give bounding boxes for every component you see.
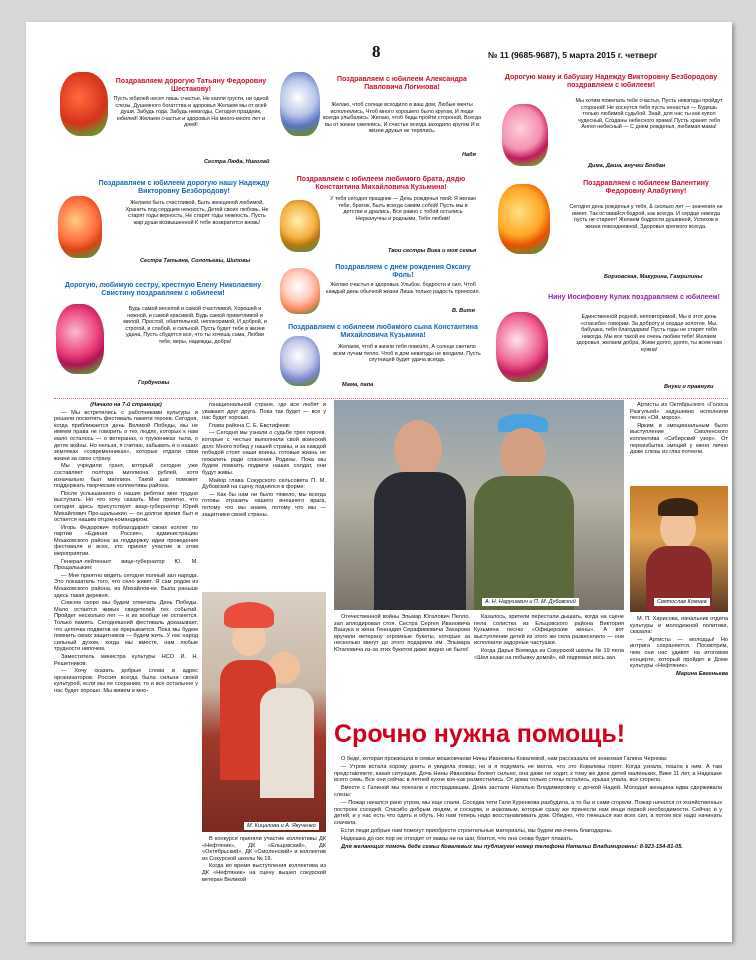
article-paragraph: Генерал-лейтенант вице-губернатор Ю. М. Прощальыкин: bbox=[54, 558, 198, 572]
greeting-title: Дорогую маму и бабушку Надежду Викторовну Безбородову поздравляем с юбилеем! bbox=[504, 74, 718, 89]
article-paragraph: — Как бы нам ни было тяжело, мы всегда готовы отразить нашего внешнего врага, потому что мы знаем, потому что мы — защитники своей страны. bbox=[202, 491, 326, 518]
article-paragraph: Когда во время выступления коллектива из ДК «Нефтяник» на сцену вышел сокурский ветеран Великой bbox=[202, 863, 326, 883]
greeting-signature: Мама, папа bbox=[342, 382, 374, 388]
urgent-phone-appeal: Для желающих помочь беде семьи Ковалевых мы публикуем номер телефона Натальи Владимировны: 8-923-154-81-05. bbox=[341, 843, 683, 850]
article-paragraph: — Мы встретились с работниками культуры и решили посвятить фестиваль памяти героев. Сегодня, когда приближается день Великой Победы, мы не имеем права не говорить о тех людях, которых к нам мало осталось — о ветеранах, о тружениках тыла, о детях войны. Но нельзя, я считаю, забывать и о наших земляках «современниках», которые отдали свои жизни за свою страну. bbox=[54, 409, 198, 462]
greeting-poem: Желаем быть счастливой, Быть женщиной любимой, Хранить под сердцем нежность, Детей своих любовь. Не старят годы верность, Не старят годы нежность. Пусть жар души возвышенной К тебе возвратится вновь! bbox=[125, 200, 269, 226]
article-paragraph: — Артисты — молодцы! Но интрига сохраняется. Посмотрим, чем они нас удивят на итоговом концерте, который пройдет в Доме культуры «Нефтяник». bbox=[630, 636, 728, 670]
flower-bouquet-image bbox=[280, 72, 320, 136]
urgent-article bbox=[334, 756, 722, 851]
photo-caption: М. Кицалова и А. Якученко bbox=[244, 822, 319, 830]
article-paragraph: гонациональной стране, где все любят и уважают друг друга. Пока так будет — все у нас будет хорошо. bbox=[202, 402, 326, 422]
urgent-paragraph: О беде, которая произошла в семье мошковчанки Нины Ивановны Ковалевой, нам рассказала её знакомая Галина Чернова: bbox=[341, 756, 668, 762]
children-photo bbox=[202, 592, 326, 832]
greeting-poem: Желаю счастья и здоровья, Улыбок, бодрости и сил, Чтоб каждый день обычной жизни Лишь только радость приносил. bbox=[325, 282, 481, 295]
photo-caption: А. Н. Нарушевич и П. М. Дубовский bbox=[482, 598, 579, 606]
greeting-poem: Пусть юбилей несет лишь счастье, Не капли грусти, ни одной слезы, Душевного богатства и здоровья Желаем мы от всей души. Забудь года. Забудь невзгоды, Сегодня праздник, юбилей! Желаем счастья и здоровья На много-много лет и дней! bbox=[113, 96, 269, 128]
article-paragraph: М. П. Харисова, начальник отдела культуры и молодежной политики, сказала: bbox=[630, 616, 728, 636]
issue-line: № 11 (9685-9687), 5 марта 2015 г. четверг bbox=[488, 50, 658, 60]
urgent-paragraph: — Утром встала корову доить и увидела пожар, но и я подумать не могла, что это Ковалевы горят. Когда узнала, пошла к ним. А там представляете, какая ситуация. Дочь Нины Ивановны болеет сильно, она даже не ходит, к тому же двое детей маленьких, Вике 11 лет, а Надюшке всего семь. Все они сейчас в летней кухне кое-как разместились. От дома только стены остались, крыша упала, все сгорело. bbox=[334, 763, 722, 784]
greeting-signature: Горбуновы bbox=[138, 380, 170, 386]
article-paragraph: — Мне приятно видеть сегодня полный зал народа. Это показатель того, что село живет. Я сам родом из Мошковского района, из Михайлов-ки. Была раньше здесь такая деревня. bbox=[54, 572, 198, 599]
greeting-card bbox=[54, 68, 274, 172]
greeting-card bbox=[276, 322, 486, 392]
article-author: Марина Евгеньева bbox=[675, 670, 728, 677]
greeting-poem: Сегодня день рожденья у тебя, & сколько лет — значения не имеет. Так оставайся бодрой, как всегда. И сердце никогда пусть не стареет! Желаем бодрости душевной, Успехов в жизни повседневной, Здоровья крепкого всегда. bbox=[569, 204, 723, 230]
article-paragraph: Казалось, зрители перестали дышать, когда на сцене пела солистка из Ельцовского района Виктория Кузьмина песню «Офицерские жены». А вот выступление детей из этого же села развеселило — они исполнили задорные частушки. bbox=[474, 614, 624, 647]
flower-bouquet-image bbox=[56, 304, 104, 374]
greeting-signature: Надя bbox=[462, 152, 476, 158]
greeting-signature: Сестра Татьяна, Солопьевы, Шиповы bbox=[140, 258, 251, 264]
article-paragraph: После услышанного о наших ребятах мне трудно выступать. Но что хочу сказать. Мне приятно, что сегодня здесь присутствует вице-губернатор Юрий Михайлович Про-щальыкин — он долгое время был и остается нашим отцом-командиром. bbox=[54, 490, 198, 524]
greeting-title: Поздравляем с юбилеем любимого сына Константина Михайловича Кузьмина! bbox=[288, 324, 478, 339]
article-paragraph: Отечественной войны Эльмар Югалович Пелло, зал аплодировал стоя. Сестра Сергея Ивановича Вашука и жена Геннадия Серафимовича Захарова вручили ветерану огромные букеты, которые за несколько минут до этого подарили им. Эльмара Югаловича из-за этих букетов даже видно не было! bbox=[334, 614, 470, 653]
greeting-title: Поздравляем с юбилеем Александра Павловича Логинова! bbox=[337, 76, 467, 91]
article-paragraph: Игорь Федорович поблагодарил своих коллег по партии «Единая Россия», администрацию Мошковского района за поддержку идеи проведения фестиваля и всех, кто принял участие в этом мероприятии. bbox=[54, 524, 198, 558]
flower-bouquet-image bbox=[280, 200, 320, 252]
article-paragraph: Ярким и эмоциональным было выступление Смоленского коллектива «Сибирский узор». От переизбытка эмоций у меня лично даже слезы из глаз потекли. bbox=[630, 422, 728, 456]
greeting-title: Поздравляем с юбилеем Валентину Федоровну Алабугину! bbox=[583, 180, 709, 195]
urgent-paragraph: Если люди добрые нам помогут приобрести строительные материалы, мы будем им очень благодарны. bbox=[341, 827, 613, 834]
article-paragraph: Когда Дарья Воевода из Сокурской школы № 19 пела «Шел казак на побывку домой», ей подпевал весь зал. bbox=[474, 647, 624, 661]
article-column-1 bbox=[54, 402, 198, 718]
article-paragraph: В конкурсе приняли участие коллективы ДК «Нефтяник», ДК «Ельцовский», ДК «Октябрьский», ДК «Смоленский» и коллектив из Сокурской школы № 19. bbox=[202, 836, 326, 862]
greeting-card bbox=[276, 262, 486, 318]
article-lead: (Начало на 7-й странице) bbox=[90, 402, 162, 408]
urgent-headline: Срочно нужна помощь! bbox=[334, 720, 626, 748]
article-paragraph: Глава района С. Е. Евстифеев: bbox=[209, 422, 291, 429]
article-paragraph: Майор глава Сокурского сельсовета П. М. Дубовский на сцену поднялся в форме: bbox=[202, 477, 326, 491]
greeting-card bbox=[488, 290, 728, 394]
flower-bouquet-image bbox=[60, 72, 108, 136]
article-paragraph: Совсем скоро мы будем отмечать День Победы. Мало остается живых свидетелей тех событий. Пройдет несколько лет — и их вообще не останется. Только память. Сегодняшний фестиваль доказывает, что цепочка подвигов не прерывается. Пока мы будем помнить своих защитников — будем жить. У нас народ сильный духом, когда мы вместе, нам любые трудности нипочем. bbox=[54, 600, 198, 653]
article-column-3 bbox=[334, 614, 470, 714]
greeting-poem: Мы хотим пожелать тебе счастья, Пусть невзгоды пройдут стороной! Не коснутся тебя пусть ненастья — Будешь только любимой судьбой. Знай, для нас ты как купол чудесный, Созданы небесного храма! Пусть хранит тебя Ангел небесный — С днем рожденья, любимая мама! bbox=[575, 98, 723, 130]
greeting-title: Поздравляем с юбилеем любимого брата, дядю Константина Михайловича Кузьмина! bbox=[296, 176, 466, 191]
urgent-paragraph: Вместе с Галиной мы поехали к пострадавшим. Дома застали Наталью Владимировну с дочкой Надей. Молодая женщина едва сдерживала слезы: bbox=[334, 785, 722, 798]
greeting-poem: Будь самой веселой и самой счастливой, Хорошей и нежной, и самой красивой, Будь самой приветливой и милой, Простой, обаятельной, непокоримой, И доброй, и строгой, и слабой, и сильной. Пусть будет тебе в жизни удача, Пусть сбудется все, что ты хочешь сама, Любви тебе, веры, надежды, добра! bbox=[123, 306, 267, 345]
officials-photo bbox=[334, 400, 624, 610]
flower-bouquet-image bbox=[280, 268, 320, 314]
greeting-poem: Желаем, чтоб в жизни тебя повезло, А солнце светило всем лучам тепло. Чтоб в дом невзгоды не входили, Пусть спутницей будет удача всегда. bbox=[333, 344, 481, 363]
flower-bouquet-image bbox=[496, 312, 548, 382]
greeting-signature: Сестра Люда, Николай bbox=[204, 159, 270, 165]
article-paragraph: — Хочу сказать добрые слова в адрес организаторов. Россия всегда была сильна своей культурой, если мы ее сохраним, то и все остальное у нас будет хорошо. Мы живем в мно- bbox=[54, 668, 198, 694]
greeting-card bbox=[276, 68, 486, 172]
greeting-title: Поздравляем с юбилеем дорогую нашу Надежду Викторовну Безбородову! bbox=[98, 180, 270, 195]
article-column-2 bbox=[202, 402, 326, 588]
article-column-5 bbox=[630, 402, 728, 482]
greeting-card bbox=[54, 280, 274, 392]
greeting-signature: В. Витя bbox=[452, 308, 475, 314]
flower-bouquet-image bbox=[280, 336, 320, 386]
greeting-card bbox=[276, 174, 486, 260]
article-column-6 bbox=[630, 616, 728, 720]
greeting-poem: Единственной родной, неповторимой, Мы в этот день «спасибо» говорим. За доброту и сердце золотое, Мы, бабушка, тебя благодарим! Пусть годы не старят тебя никогда, Мы все такой ее очень любим тебя! Желаем здоровья, желаем добра, Живи долго, долго, ты всем нам нужна! bbox=[576, 314, 722, 353]
urgent-paragraph: — Пожар начался рано утром, мы еще спали. Соседка тети Галя Куренкова разбудила, а то бы и сами сгорели. Пожар начался от хозяйственных построек соседей. Спасибо добрым людям, и соседям, и знакомым, которые сразу же принесли нам вещи первой необходимости. Сейчас и у детей, и у нас есть что одеть и обуть. Но нам теперь надо восстанавливать дом. Обидно, что тянешься изо всех сил, а потом все надо начинать сначала. bbox=[334, 799, 722, 827]
greeting-card bbox=[488, 68, 728, 172]
article-column-4 bbox=[474, 614, 624, 714]
greeting-poem: У тебя сегодня праздник — День рожденья твой. Я желаю тебе, братик, Быть всегда самим собой! Пусть мы в детстве и дрались, Все равно с тобой остались Неразлучны и родными, Тебя любим! bbox=[330, 196, 476, 222]
article-paragraph: Заместитель министра культуры НСО И. Н. Решетников: bbox=[54, 653, 198, 667]
photo-caption: Святослав Комнев bbox=[654, 598, 710, 606]
page-number: 8 bbox=[372, 42, 381, 61]
greeting-title: Дорогую, любимую сестру, крестную Елену Николаевну Свистину поздравляем с юбилеем! bbox=[64, 282, 262, 297]
greeting-poem: Желаю, чтоб солнце всходило в ваш дом, Любые мечты исполнялись, Чтоб много хорошего было кругом, И люди всегда улыбались. Желаю, чтоб беды пройти стороной, Всегда вы от жизни смеялись, И счастье всегда заходило кругом И в жизни друзья не терялись. bbox=[322, 102, 482, 134]
article-paragraph: — Сегодня мы узнали о судьбе трех героев, которые с честью выполнили свой воинский долг. Много побед у нашей страны, и за каждой победой стоят наши воины, готовые жизнь не пожалеть ради спасения Родины. Пока мы будем помнить подвиги наших солдат, они будут живы. bbox=[202, 430, 326, 476]
greeting-title: Поздравляем дорогую Татьяну Федоровну Шестакову! bbox=[115, 78, 267, 93]
greeting-signature: Внуки и правнуки bbox=[664, 384, 714, 390]
greeting-title: Поздравляем с днем рождения Оксану Фоль! bbox=[335, 264, 471, 279]
flower-bouquet-image bbox=[498, 184, 550, 254]
newspaper-page bbox=[26, 22, 732, 942]
urgent-paragraph: Надюшка до сих пор не отходит от мамы ни на шаг, боится, что она снова будет плакать. bbox=[341, 835, 574, 842]
article-paragraph: Мы учредили грант, который сегодня уже составляет полтора миллиона рублей, хотя изначально был миллион. Такой шаг поможет поддержать творческие коллективы района. bbox=[54, 463, 198, 490]
greeting-signature: Дима, Даша, внучки Богдан bbox=[588, 163, 666, 169]
greeting-card bbox=[54, 174, 274, 266]
flower-bouquet-image bbox=[502, 104, 548, 166]
greeting-title: Нину Иосифовну Кулик поздравляем с юбилеем! bbox=[548, 294, 720, 301]
greeting-signature: Борзовская, Макурина, Гамрилины bbox=[604, 274, 703, 280]
article-column-2b bbox=[202, 836, 326, 932]
greeting-card bbox=[488, 174, 728, 286]
greeting-signature: Твои сестры Вика и моя семья bbox=[388, 248, 477, 254]
performer-photo bbox=[630, 486, 728, 612]
article-paragraph: Артисты из Октябрьского «Голоса Разгульей» задушевно исполнили песню «Ой, мороз». bbox=[630, 402, 728, 422]
flower-bouquet-image bbox=[58, 196, 102, 258]
